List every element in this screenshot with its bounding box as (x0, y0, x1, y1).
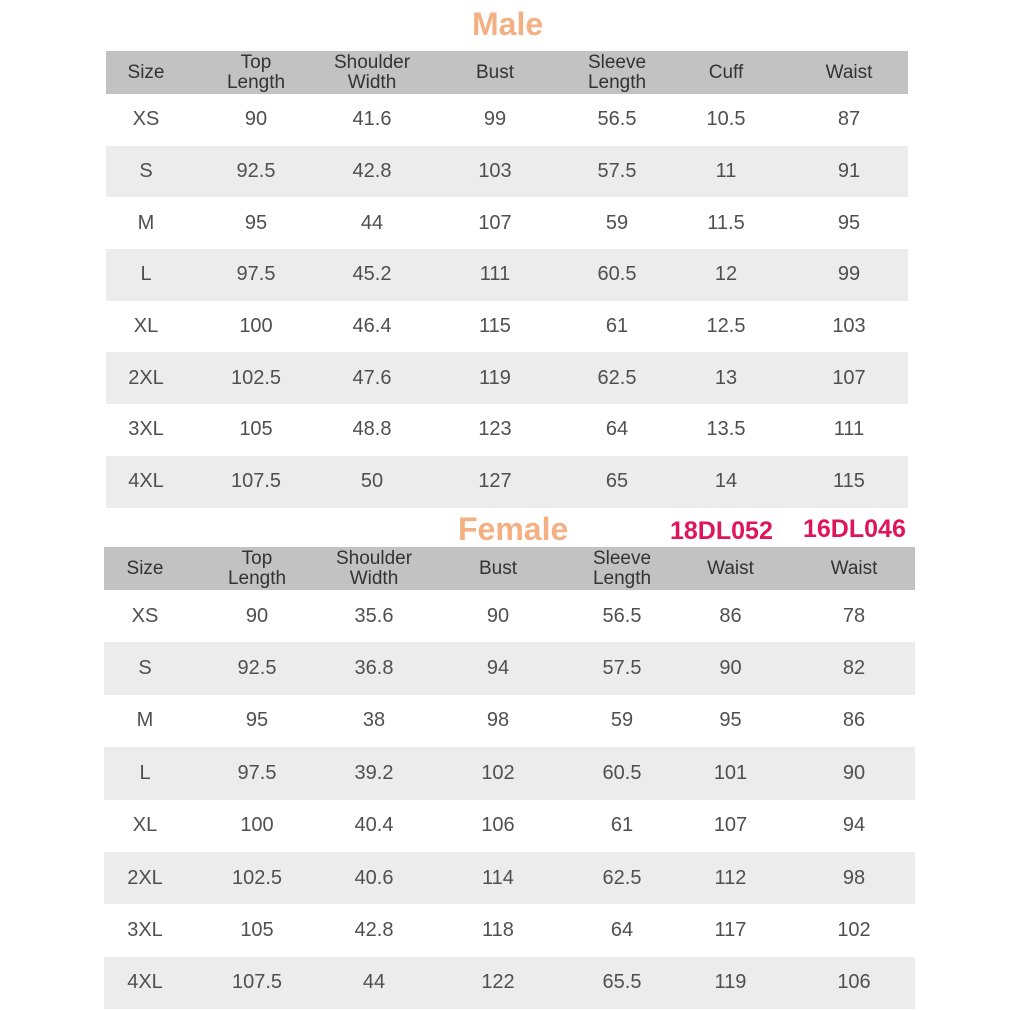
measurement-cell: 102.5 (230, 366, 282, 389)
size-cell: M (137, 211, 155, 234)
size-cell: 4XL (127, 971, 163, 994)
table-body (104, 590, 915, 1009)
measurement-cell: 61 (610, 814, 634, 837)
measurement-cell: 35.6 (354, 604, 394, 627)
measurement-cell: 119 (479, 366, 511, 389)
measurement-cell: 95 (719, 709, 742, 732)
column-header: Shoulder Width (335, 547, 413, 589)
measurement-cell: 78 (842, 604, 866, 627)
column-header: Top Length (226, 51, 286, 93)
measurement-cell: 64 (610, 919, 634, 942)
size-cell: L (140, 263, 152, 286)
measurement-cell: 94 (842, 814, 866, 837)
measurement-cell: 95 (837, 211, 861, 234)
female-size-table (104, 547, 915, 1009)
measurement-cell: 46.4 (352, 315, 392, 338)
measurement-cell: 123 (478, 418, 512, 441)
measurement-cell: 107 (713, 814, 748, 837)
measurement-cell: 61 (605, 315, 629, 338)
column-header: Size (126, 557, 164, 579)
column-header: Waist (707, 557, 754, 579)
table-header-row (106, 51, 908, 94)
table-row (104, 800, 915, 852)
table-row (106, 94, 908, 146)
measurement-cell: 111 (833, 418, 865, 441)
column-header: Waist (830, 557, 878, 579)
measurement-cell: 45.2 (352, 263, 392, 286)
measurement-cell: 47.6 (352, 366, 392, 389)
size-cell: XL (132, 814, 158, 837)
measurement-cell: 42.8 (352, 160, 392, 183)
measurement-cell: 48.8 (352, 418, 392, 441)
measurement-cell: 57.5 (597, 160, 637, 183)
measurement-cell: 59 (605, 211, 629, 234)
table-row (104, 642, 915, 694)
measurement-cell: 105 (239, 418, 273, 441)
measurement-cell: 97.5 (236, 263, 276, 286)
table-row (104, 590, 915, 642)
measurement-cell: 107 (478, 211, 512, 234)
measurement-cell: 92.5 (237, 657, 277, 680)
measurement-cell: 103 (832, 315, 866, 338)
table-row (106, 197, 908, 249)
size-cell: 3XL (128, 418, 164, 441)
measurement-cell: 99 (837, 263, 861, 286)
measurement-cell: 82 (842, 657, 866, 680)
measurement-cell: 107.5 (230, 470, 282, 493)
measurement-cell: 112 (714, 866, 747, 889)
measurement-cell: 99 (483, 108, 507, 131)
table-row (104, 852, 915, 904)
measurement-cell: 56.5 (602, 604, 642, 627)
measurement-cell: 87 (837, 108, 861, 131)
measurement-cell: 98 (842, 866, 866, 889)
table-row (106, 301, 908, 353)
measurement-cell: 65 (605, 470, 629, 493)
measurement-cell: 91 (837, 160, 861, 183)
measurement-cell: 122 (481, 971, 515, 994)
measurement-cell: 41.6 (352, 108, 392, 131)
table-body (106, 94, 908, 508)
measurement-cell: 102.5 (231, 866, 283, 889)
measurement-cell: 62.5 (602, 866, 642, 889)
size-cell: 2XL (128, 366, 164, 389)
measurement-cell: 60.5 (602, 761, 642, 784)
measurement-cell: 100 (239, 315, 273, 338)
measurement-cell: 64 (605, 418, 629, 441)
column-header: Bust (475, 61, 515, 83)
measurement-cell: 98 (486, 709, 510, 732)
measurement-cell: 11.5 (707, 211, 745, 234)
measurement-cell: 12 (714, 263, 738, 286)
size-cell: S (138, 657, 152, 680)
measurement-cell: 106 (481, 814, 515, 837)
measurement-cell: 90 (245, 604, 269, 627)
model-code-1: 18DL052 (670, 517, 773, 545)
measurement-cell: 60.5 (597, 263, 637, 286)
table-row (106, 249, 908, 301)
table-row (106, 146, 908, 198)
measurement-cell: 127 (478, 470, 512, 493)
female-section-title: Female (458, 511, 569, 547)
measurement-cell: 36.8 (354, 657, 394, 680)
measurement-cell: 50 (360, 470, 384, 493)
measurement-cell: 103 (478, 160, 512, 183)
table-row (106, 352, 908, 404)
measurement-cell: 102 (837, 919, 871, 942)
measurement-cell: 106 (837, 971, 871, 994)
measurement-cell: 92.5 (236, 160, 276, 183)
measurement-cell: 44 (360, 211, 384, 234)
column-header: Bust (478, 557, 518, 579)
measurement-cell: 90 (842, 761, 866, 784)
measurement-cell: 90 (244, 108, 268, 131)
measurement-cell: 38 (362, 709, 386, 732)
measurement-cell: 86 (719, 604, 742, 627)
measurement-cell: 12.5 (706, 315, 746, 338)
measurement-cell: 86 (842, 709, 866, 732)
size-cell: L (139, 761, 151, 784)
measurement-cell: 118 (482, 919, 514, 942)
measurement-cell: 62.5 (597, 366, 637, 389)
measurement-cell: 10.5 (706, 108, 746, 131)
measurement-cell: 94 (486, 657, 510, 680)
size-cell: 2XL (127, 866, 163, 889)
measurement-cell: 100 (240, 814, 274, 837)
measurement-cell: 44 (362, 971, 386, 994)
column-header: Top Length (227, 547, 287, 589)
measurement-cell: 42.8 (354, 919, 394, 942)
measurement-cell: 57.5 (602, 657, 642, 680)
measurement-cell: 59 (610, 709, 634, 732)
size-cell: 3XL (127, 919, 163, 942)
column-header: Cuff (708, 61, 744, 83)
measurement-cell: 11 (715, 160, 737, 183)
table-row (104, 747, 915, 799)
measurement-cell: 40.4 (354, 814, 394, 837)
male-section-title: Male (472, 6, 544, 42)
table-row (106, 404, 908, 456)
measurement-cell: 102 (481, 761, 515, 784)
measurement-cell: 65.5 (602, 971, 642, 994)
measurement-cell: 115 (833, 470, 865, 493)
size-cell: XS (131, 604, 159, 627)
table-header-row (104, 547, 915, 590)
measurement-cell: 90 (486, 604, 510, 627)
size-cell: M (136, 709, 154, 732)
measurement-cell: 14 (714, 470, 738, 493)
measurement-cell: 13.5 (706, 418, 746, 441)
measurement-cell: 117 (714, 919, 747, 942)
measurement-cell: 114 (482, 866, 514, 889)
size-cell: XS (132, 108, 160, 131)
size-cell: S (139, 160, 153, 183)
measurement-cell: 39.2 (354, 761, 394, 784)
measurement-cell: 101 (713, 761, 748, 784)
column-header: Sleeve Length (592, 547, 652, 589)
size-cell: XL (133, 315, 159, 338)
measurement-cell: 95 (245, 709, 269, 732)
measurement-cell: 95 (244, 211, 268, 234)
measurement-cell: 13 (714, 366, 738, 389)
measurement-cell: 90 (719, 657, 742, 680)
measurement-cell: 97.5 (237, 761, 277, 784)
measurement-cell: 115 (479, 315, 511, 338)
measurement-cell: 111 (479, 263, 511, 286)
column-header: Shoulder Width (333, 51, 411, 93)
measurement-cell: 40.6 (354, 866, 394, 889)
table-row (104, 957, 915, 1009)
measurement-cell: 107.5 (231, 971, 283, 994)
table-row (106, 456, 908, 508)
measurement-cell: 119 (714, 971, 747, 994)
table-row (104, 904, 915, 956)
measurement-cell: 105 (240, 919, 274, 942)
male-size-table (106, 51, 908, 508)
model-code-2: 16DL046 (803, 515, 906, 543)
column-header: Waist (825, 61, 873, 83)
measurement-cell: 56.5 (597, 108, 637, 131)
column-header: Sleeve Length (587, 51, 647, 93)
table-row (104, 695, 915, 747)
size-cell: 4XL (128, 470, 164, 493)
column-header: Size (127, 61, 165, 83)
measurement-cell: 107 (832, 366, 866, 389)
